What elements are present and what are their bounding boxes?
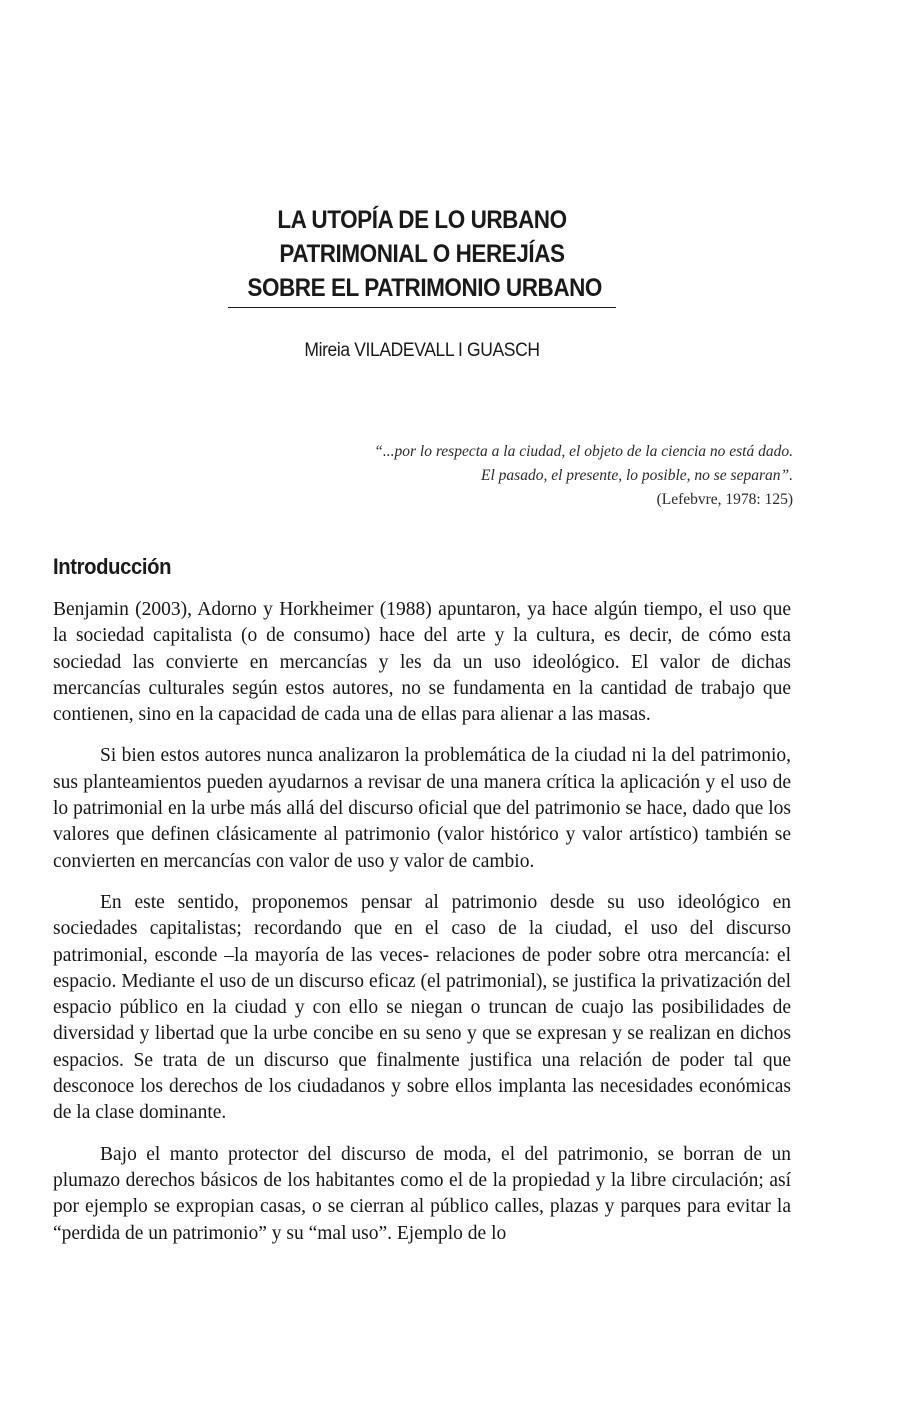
epigraph-citation: (Lefebvre, 1978: 125) <box>656 491 793 508</box>
title-line-2: PATRIMONIAL O HEREJÍAS <box>279 240 565 268</box>
section-heading: Introducción <box>53 554 172 579</box>
paragraph: En este sentido, proponemos pensar al patrimonio desde su uso ideológico en sociedades capitalistas; recordando que en el caso de la ciudad, el uso del discurso patrimonial, esconde –la mayoría de las veces- relaciones de poder sobre otra mercancía: el espacio. Mediante el uso de un discurso eficaz (el patrimonial), se justifica la privatización del espacio público en la ciudad y con ello se niegan o truncan de cuajo las posibilidades de diversidad y libertad que la urbe concibe en su seno y que se expresan y se realizan en dichos espacios. Se trata de un discurso que finalmente justifica una relación de poder tal que desconoce los derechos de los ciudadanos y sobre ellos implanta las necesidades económicas de la clase dominante. <box>53 891 791 1124</box>
body-text <box>53 597 791 1262</box>
epigraph-line-1: “...por lo respecta a la ciudad, el objeto de la ciencia no está dado. <box>374 443 793 460</box>
epigraph-line-2: El pasado, el presente, lo posible, no se separan”. <box>481 467 793 484</box>
author-name: Mireia VILADEVALL I GUASCH <box>304 340 540 361</box>
article-title <box>247 203 602 305</box>
paragraph: Si bien estos autores nunca analizaron la problemática de la ciudad ni la del patrimonio, sus planteamientos pueden ayudarnos a revisar de una manera crítica la aplicación y el uso de lo patrimonial en la urbe más allá del discurso oficial que del patrimonio se hace, dado que los valores que definen clásicamente al patrimonio (valor histórico y valor artístico) también se convierten en mercancías con valor de uso y valor de cambio. <box>53 745 791 872</box>
epigraph <box>253 440 793 512</box>
title-underline <box>228 307 616 308</box>
title-line-3: SOBRE EL PATRIMONIO URBANO <box>247 274 602 302</box>
title-line-1: LA UTOPÍA DE LO URBANO <box>277 206 567 234</box>
paragraph: Bajo el manto protector del discurso de moda, el del patrimonio, se borran de un plumazo derechos básicos de los habitantes como el de la propiedad y la libre circulación; así por ejemplo se expropian casas, o se cierran al público calles, plazas y parques para evitar la “perdida de un patrimonio” y su “mal uso”. Ejemplo de lo <box>53 1143 791 1244</box>
paragraph: Benjamin (2003), Adorno y Horkheimer (1988) apuntaron, ya hace algún tiempo, el uso que la sociedad capitalista (o de consumo) hace del arte y la cultura, es decir, de cómo esta sociedad las convierte en mercancías y les da un uso ideológico. El valor de dichas mercancías culturales según estos autores, no se fundamenta en la cantidad de trabajo que contienen, sino en la capacidad de cada una de ellas para alienar a las masas. <box>53 599 791 726</box>
